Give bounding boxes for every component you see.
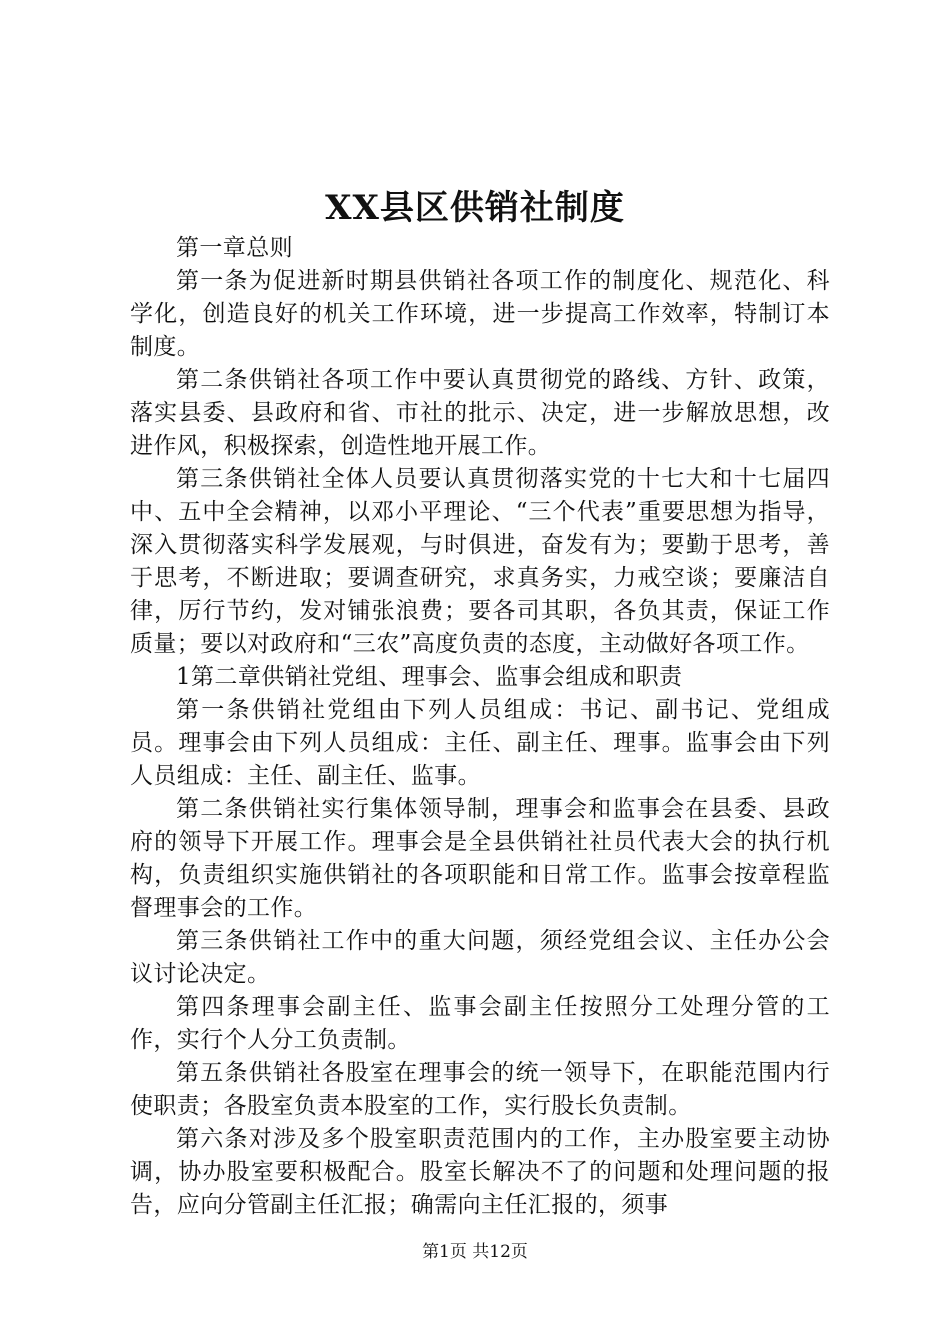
page-number-footer: 第1页 共12页 [422,1242,528,1262]
chapter-heading-2: 1第二章供销社党组、理事会、监事会组成和职责 [176,664,683,690]
paragraph: 第一条供销社党组由下列人员组成：书记、副书记、党组成员。理事会由下列人员组成：主任、副主任、理事。监事会由下列人员组成：主任、副主任、监事。 [130,697,830,789]
chapter-heading-1: 第一章总则 [176,235,293,261]
paragraph: 第四条理事会副主任、监事会副主任按照分工处理分管的工作，实行个人分工负责制。 [130,994,830,1053]
paragraph: 第二条供销社各项工作中要认真贯彻党的路线、方针、政策，落实县委、县政府和省、市社的批示、决定，进一步解放思想，改进作风，积极探索，创造性地开展工作。 [130,367,830,459]
paragraph: 第一条为促进新时期县供销社各项工作的制度化、规范化、科学化，创造良好的机关工作环境，进一步提高工作效率，特制订本制度。 [130,268,830,360]
paragraph: 第三条供销社全体人员要认真贯彻落实党的十七大和十七届四中、五中全会精神，以邓小平理论、“三个代表”重要思想为指导，深入贯彻落实科学发展观，与时俱进，奋发有为；要勤于思考，善于思考，不断进取；要调查研究，求真务实，力戒空谈；要廉洁自律，厉行节约，发对铺张浪费；要各司其职，各负其责，保证工作质量；要以对政府和“三农”高度负责的态度，主动做好各项工作。 [130,466,830,657]
paragraph: 第二条供销社实行集体领导制，理事会和监事会在县委、县政府的领导下开展工作。理事会是全县供销社社员代表大会的执行机构，负责组织实施供销社的各项职能和日常工作。监事会按章程监督理事会的工作。 [130,796,830,921]
paragraph: 第五条供销社各股室在理事会的统一领导下，在职能范围内行使职责；各股室负责本股室的工作，实行股长负责制。 [130,1060,830,1119]
paragraph: 第六条对涉及多个股室职责范围内的工作，主办股室要主动协调，协办股室要积极配合。股室长解决不了的问题和处理问题的报告，应向分管副主任汇报；确需向主任汇报的，须事 [130,1126,830,1218]
document-title: XX县区供销社制度 [325,188,625,228]
document-body [130,232,830,1222]
paragraph: 第三条供销社工作中的重大问题，须经党组会议、主任办公会议讨论决定。 [130,928,830,987]
